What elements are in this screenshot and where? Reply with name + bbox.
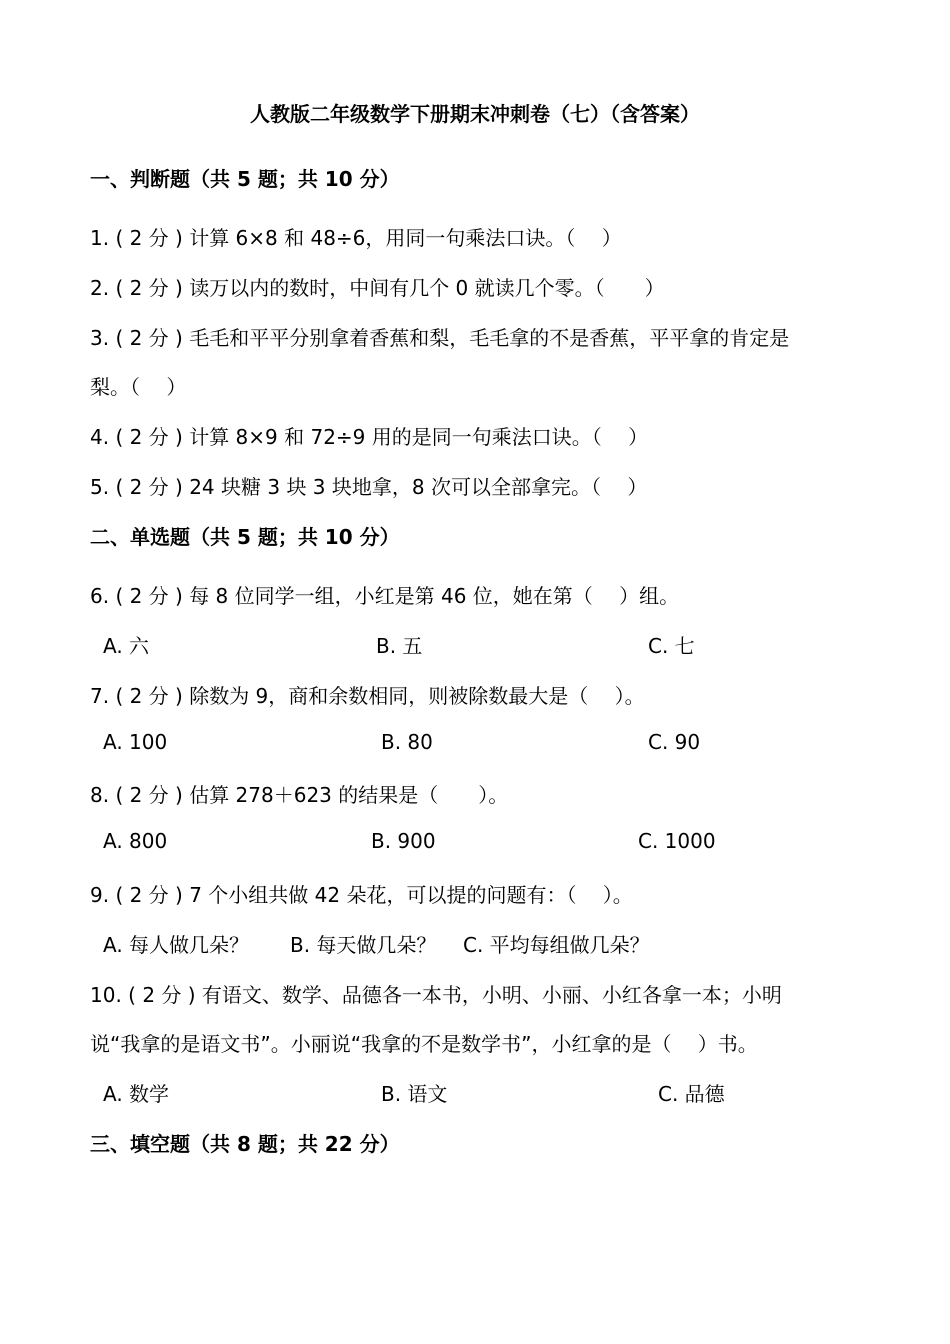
question-9-option-c: C. 平均每组做几朵？ (463, 933, 650, 957)
question-6-option-b: B. 五 (376, 634, 423, 658)
question-7-option-c: C. 90 (648, 730, 701, 754)
question-1: 1. ( 2 分 ) 计算 6×8 和 48÷6，用同一句乘法口诀。（ ） (90, 226, 622, 250)
question-3-line-1: 3. ( 2 分 ) 毛毛和平平分别拿着香蕉和梨，毛毛拿的不是香蕉，平平拿的肯定是 (90, 326, 790, 350)
question-6-option-a: A. 六 (103, 634, 150, 658)
question-7-option-a: A. 100 (103, 730, 168, 754)
question-5: 5. ( 2 分 ) 24 块糖 3 块 3 块地拿，8 次可以全部拿完。（ ） (90, 475, 648, 499)
question-7: 7. ( 2 分 ) 除数为 9，商和余数相同，则被除数最大是（ ）。 (90, 684, 645, 708)
question-10-option-a: A. 数学 (103, 1082, 170, 1106)
question-10-option-c: C. 品德 (658, 1082, 725, 1106)
question-6: 6. ( 2 分 ) 每 8 位同学一组，小红是第 46 位，她在第（ ）组。 (90, 584, 680, 608)
question-3-line-2: 梨。（ ） (90, 375, 187, 399)
question-4: 4. ( 2 分 ) 计算 8×9 和 72÷9 用的是同一句乘法口诀。（ ） (90, 425, 649, 449)
section-heading-fill-in: 三、填空题（共 8 题；共 22 分） (90, 1132, 400, 1156)
question-8-option-c: C. 1000 (638, 829, 716, 853)
section-heading-single-choice: 二、单选题（共 5 题；共 10 分） (90, 525, 400, 549)
question-10-option-b: B. 语文 (381, 1082, 448, 1106)
question-7-option-b: B. 80 (381, 730, 433, 754)
question-10-line-2: 说“我拿的是语文书”。小丽说“我拿的不是数学书”，小红拿的是（ ）书。 (90, 1032, 758, 1056)
question-9-option-a: A. 每人做几朵？ (103, 933, 250, 957)
question-8: 8. ( 2 分 ) 估算 278＋623 的结果是（ ）。 (90, 783, 509, 807)
section-heading-true-false: 一、判断题（共 5 题；共 10 分） (90, 167, 400, 191)
question-9-option-b: B. 每天做几朵？ (290, 933, 437, 957)
question-8-option-a: A. 800 (103, 829, 168, 853)
question-10-line-1: 10. ( 2 分 ) 有语文、数学、品德各一本书，小明、小丽、小红各拿一本；小明 (90, 983, 782, 1007)
question-2: 2. ( 2 分 ) 读万以内的数时，中间有几个 0 就读几个零。（ ） (90, 276, 665, 300)
question-9: 9. ( 2 分 ) 7 个小组共做 42 朵花，可以提的问题有：（ ）。 (90, 883, 633, 907)
question-6-option-c: C. 七 (648, 634, 695, 658)
question-8-option-b: B. 900 (371, 829, 436, 853)
page-title: 人教版二年级数学下册期末冲刺卷（七）（含答案） (250, 102, 700, 126)
